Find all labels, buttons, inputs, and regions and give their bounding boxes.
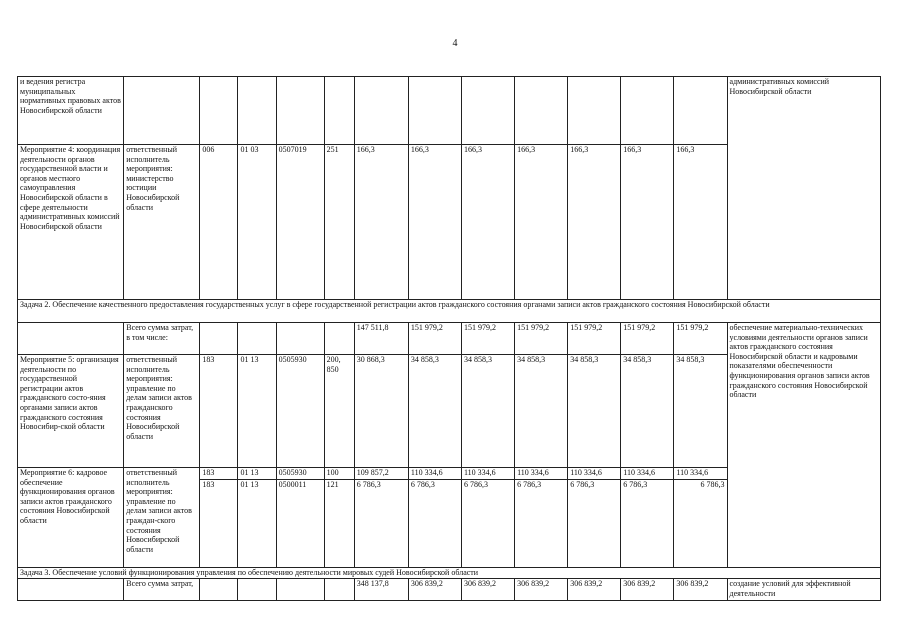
value-cell: 34 858,3 bbox=[408, 355, 461, 468]
value-cell: 306 839,2 bbox=[621, 579, 674, 601]
value-cell: 166,3 bbox=[674, 145, 727, 300]
csr-cell: 0500011 bbox=[276, 480, 324, 568]
executor-cell: ответственный исполнитель мероприятия: министерство юстиции Новосибирской области bbox=[124, 145, 200, 300]
value-cell: 151 979,2 bbox=[515, 323, 568, 355]
value-cell: 151 979,2 bbox=[461, 323, 514, 355]
value-cell: 110 334,6 bbox=[621, 468, 674, 480]
grbs-cell: 006 bbox=[200, 145, 238, 300]
page-number: 4 bbox=[452, 38, 458, 49]
total-label-cell: Всего сумма затрат, в том числе: bbox=[124, 323, 200, 355]
value-cell: 151 979,2 bbox=[408, 323, 461, 355]
activity-name-cell: Мероприятие 5: организация деятельности по государственной регистрации актов гражданского состо-яния органами записи актов гражданского состояния Новосибир-ской области bbox=[18, 355, 124, 468]
table-row bbox=[18, 579, 881, 601]
value-cell: 34 858,3 bbox=[568, 355, 621, 468]
value-cell: 6 786,3 bbox=[354, 480, 408, 568]
value-cell: 306 839,2 bbox=[515, 579, 568, 601]
csr-cell: 0505930 bbox=[276, 468, 324, 480]
value-cell: 166,3 bbox=[461, 145, 514, 300]
activity-name-cell: Мероприятие 6: кадровое обеспечение функционирования органов записи актов гражданского состояния Новосибирской области bbox=[18, 468, 124, 568]
activity-name-cell: Мероприятие 4: координация деятельности органов государственной власти и органов местного самоуправления Новосибирской области в сфере деятельности административных комиссий Новосибирской области bbox=[18, 145, 124, 300]
value-cell: 6 786,3 bbox=[461, 480, 514, 568]
value-cell: 6 786,3 bbox=[621, 480, 674, 568]
value-cell: 306 839,2 bbox=[461, 579, 514, 601]
vr-cell: 251 bbox=[324, 145, 354, 300]
value-cell: 306 839,2 bbox=[568, 579, 621, 601]
rzpr-cell: 01 03 bbox=[238, 145, 276, 300]
total-label-cell: Всего сумма затрат, bbox=[124, 579, 200, 601]
value-cell: 166,3 bbox=[354, 145, 408, 300]
expected-result-cell: административных комиссий Новосибирской области bbox=[727, 77, 880, 300]
executor-cell: ответственный исполнитель мероприятия: управление по делам записи актов граждан-ского состояния Новосибирской области bbox=[124, 468, 200, 568]
value-cell: 166,3 bbox=[621, 145, 674, 300]
value-cell: 110 334,6 bbox=[674, 468, 727, 480]
value-cell: 147 511,8 bbox=[354, 323, 408, 355]
executor-cell: ответственный исполнитель мероприятия: управление по делам записи актов гражданского состояния Новосибирской области bbox=[124, 355, 200, 468]
grbs-cell: 183 bbox=[200, 355, 238, 468]
grbs-cell: 183 bbox=[200, 480, 238, 568]
value-cell: 34 858,3 bbox=[515, 355, 568, 468]
value-cell: 6 786,3 bbox=[408, 480, 461, 568]
value-cell: 348 137,8 bbox=[354, 579, 408, 601]
table-row bbox=[18, 323, 881, 355]
value-cell: 30 868,3 bbox=[354, 355, 408, 468]
value-cell: 110 334,6 bbox=[568, 468, 621, 480]
value-cell: 151 979,2 bbox=[621, 323, 674, 355]
value-cell: 151 979,2 bbox=[568, 323, 621, 355]
task-row bbox=[18, 300, 881, 323]
value-cell: 306 839,2 bbox=[408, 579, 461, 601]
program-activities-table bbox=[17, 76, 881, 601]
value-cell: 6 786,3 bbox=[515, 480, 568, 568]
value-cell: 34 858,3 bbox=[461, 355, 514, 468]
value-cell: 6 786,3 bbox=[568, 480, 621, 568]
value-cell: 110 334,6 bbox=[408, 468, 461, 480]
grbs-cell: 183 bbox=[200, 468, 238, 480]
expected-result-cell: обеспечение материально-технических условиями деятельности органов записи актов гражданского состояния Новосибирской области и кадровыми показателями обеспеченности функционирования органов записи актов гражданского состояния Новосибирской области bbox=[727, 323, 880, 568]
rzpr-cell: 01 13 bbox=[238, 468, 276, 480]
value-cell: 306 839,2 bbox=[674, 579, 727, 601]
csr-cell: 0505930 bbox=[276, 355, 324, 468]
value-cell: 151 979,2 bbox=[674, 323, 727, 355]
value-cell: 34 858,3 bbox=[621, 355, 674, 468]
expected-result-cell: создание условий для эффективной деятельности bbox=[727, 579, 880, 601]
task-title: Задача 3. Обеспечение условий функционирования управления по обеспечению деятельности мировых судей Новосибирской области bbox=[18, 568, 881, 579]
rzpr-cell: 01 13 bbox=[238, 355, 276, 468]
table-row bbox=[18, 77, 881, 145]
value-cell: 110 334,6 bbox=[461, 468, 514, 480]
value-cell: 110 334,6 bbox=[515, 468, 568, 480]
value-cell: 34 858,3 bbox=[674, 355, 727, 468]
activity-name-cell: и ведения регистра муниципальных нормативных правовых актов Новосибирской области bbox=[18, 77, 124, 145]
task-row bbox=[18, 568, 881, 579]
vr-cell: 100 bbox=[324, 468, 354, 480]
value-cell: 6 786,3 bbox=[674, 480, 727, 568]
value-cell: 166,3 bbox=[515, 145, 568, 300]
value-cell: 109 857,2 bbox=[354, 468, 408, 480]
task-title: Задача 2. Обеспечение качественного предоставления государственных услуг в сфере государственной регистрации актов гражданского состояния органами записи актов гражданского состояния Новосибирской области bbox=[18, 300, 881, 323]
rzpr-cell: 01 13 bbox=[238, 480, 276, 568]
value-cell: 166,3 bbox=[408, 145, 461, 300]
vr-cell: 200, 850 bbox=[324, 355, 354, 468]
value-cell: 166,3 bbox=[568, 145, 621, 300]
vr-cell: 121 bbox=[324, 480, 354, 568]
csr-cell: 0507019 bbox=[276, 145, 324, 300]
